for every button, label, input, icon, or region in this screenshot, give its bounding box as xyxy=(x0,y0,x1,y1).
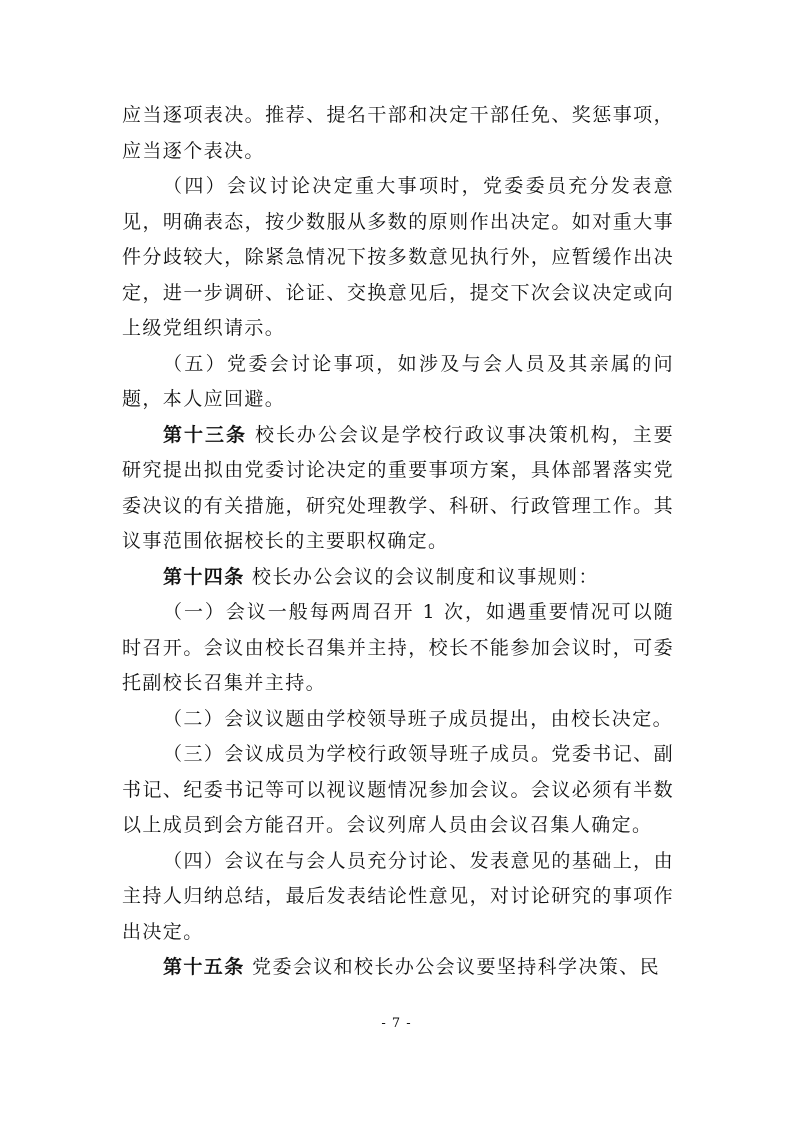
paragraph-text: （三）会议成员为学校行政领导班子成员。党委书记、副书记、纪委书记等可以视议题情况参加会议。会议必须有半数以上成员到会方能召开。会议列席人员由会议召集人确定。 xyxy=(122,743,674,836)
paragraph xyxy=(122,950,674,986)
paragraph-text: （四）会议讨论决定重大事项时，党委委员充分发表意见，明确表态，按少数服从多数的原则作出决定。如对重大事件分歧较大，除紧急情况下按多数意见执行外，应暂缓作出决定，进一步调研、论证、交换意见后，提交下次会议决定或向上级党组织请示。 xyxy=(122,175,674,339)
paragraph xyxy=(122,347,674,418)
paragraph-text: 校长办公会议的会议制度和议事规则： xyxy=(244,565,599,588)
paragraph-text: （一）会议一般每两周召开 1 次，如遇重要情况可以随时召开。会议由校长召集并主持，校长不能参加会议时，可委托副校长召集并主持。 xyxy=(122,601,674,694)
article-heading: 第十四条 xyxy=(163,565,245,588)
page-number: - 7 - xyxy=(381,1016,412,1031)
paragraph-text: 校长办公会议是学校行政议事决策机构，主要研究提出拟由党委讨论决定的重要事项方案，具体部署落实党委决议的有关措施，研究处理教学、科研、行政管理工作。其议事范围依据校长的主要职权确定。 xyxy=(122,423,674,552)
paragraph-text: 党委会议和校长办公会议要坚持科学决策、民 xyxy=(244,956,661,978)
paragraph xyxy=(122,702,674,738)
article-heading: 第十三条 xyxy=(163,423,247,446)
paragraph xyxy=(122,169,674,347)
paragraph xyxy=(122,844,674,951)
paragraph-text: 应当逐项表决。推荐、提名干部和决定干部任免、奖惩事项，应当逐个表决。 xyxy=(122,104,674,162)
paragraph xyxy=(122,560,674,596)
document-body xyxy=(122,98,674,986)
paragraph xyxy=(122,98,674,169)
paragraph-text: （四）会议在与会人员充分讨论、发表意见的基础上，由主持人归纳总结，最后发表结论性意见，对讨论研究的事项作出决定。 xyxy=(122,849,674,943)
paragraph-text: （二）会议议题由学校领导班子成员提出，由校长决定。 xyxy=(163,707,674,730)
paragraph-text: （五）党委会讨论事项，如涉及与会人员及其亲属的问题，本人应回避。 xyxy=(122,352,674,410)
paragraph xyxy=(122,595,674,702)
article-heading: 第十五条 xyxy=(163,956,245,978)
paragraph xyxy=(122,418,674,560)
paragraph xyxy=(122,737,674,844)
